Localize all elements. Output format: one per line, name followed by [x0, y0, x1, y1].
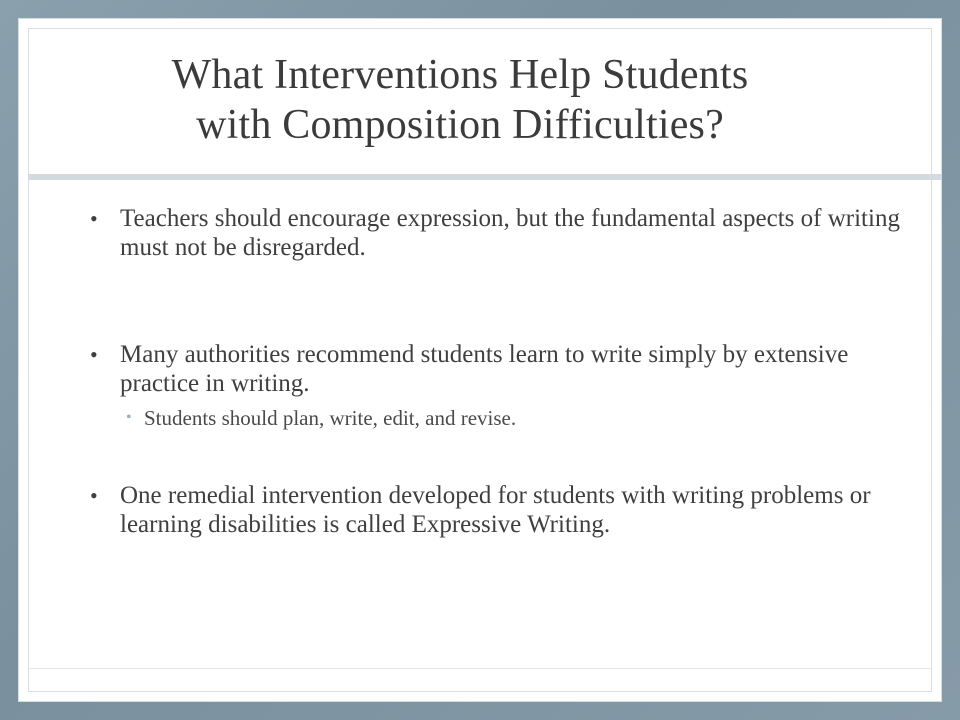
sub-bullet-text: Students should plan, write, edit, and revise.: [144, 406, 517, 430]
bullet-text: One remedial intervention developed for students with writing problems or learning disabilities is called Expressive Writing.: [120, 482, 871, 538]
bullet-text: Many authorities recommend students learn to write simply by extensive practice in writing.: [120, 341, 849, 397]
bullet-item: [86, 204, 906, 262]
title-divider: [28, 174, 942, 180]
bullet-icon: •: [90, 206, 98, 231]
slide-title: What Interventions Help Students with Composition Difficulties?: [171, 52, 749, 148]
sub-bullet-item: [86, 405, 906, 431]
slide-body: [86, 204, 906, 539]
bullet-icon: •: [90, 483, 98, 508]
bullet-item: [86, 481, 906, 539]
bullet-icon: •: [90, 342, 98, 367]
bullet-item: [86, 340, 906, 398]
sub-bullet-icon: •: [126, 409, 132, 426]
bullet-text: Teachers should encourage expression, but the fundamental aspects of writing must not be disregarded.: [120, 205, 900, 261]
slide: [18, 18, 942, 702]
footer-divider: [28, 668, 932, 669]
